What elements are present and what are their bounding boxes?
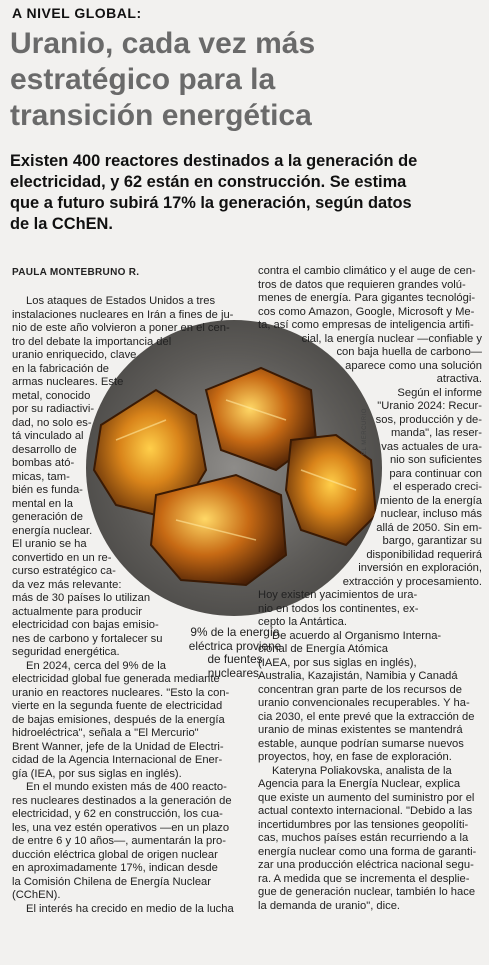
text-line: nio en todos los continentes, ex- [258, 602, 419, 615]
text-line: nio de este año volvieron a poner en el cen- [12, 322, 230, 334]
text-line: allá de 2050. Sin em- [376, 521, 482, 534]
lead-line: electricidad, y 62 están en construcción. Se estima [10, 173, 407, 191]
text-line: el esperado creci- [393, 481, 482, 493]
text-line: tro del debate la importancia del [12, 335, 172, 348]
text-line: cidad de la Agencia Internacional de Ener- [12, 754, 223, 766]
text-line: ta, así como empresas de inteligencia artifi- [258, 319, 474, 331]
headline-line: estratégico para la [10, 63, 276, 96]
text-line: ra. A medida que se incrementa el desplie- [258, 872, 470, 885]
text-line: concentran gran parte de los recursos de [258, 683, 462, 696]
text-line: seguridad energética. [12, 646, 120, 658]
text-line: miento de la energía [380, 494, 482, 507]
lead-line: que a futuro subirá 17% la generación, según datos [10, 194, 412, 212]
text-line: de entre 6 y 10 años—, aumentarán la pro- [12, 835, 226, 847]
text-line: nuclear, incluso más [380, 508, 482, 520]
text-line: bién es funda- [12, 484, 83, 496]
text-line: en aproximadamente 17%, indican desde [12, 862, 218, 874]
text-line: por su radiactivi- [12, 403, 95, 415]
text-line: generación de [12, 511, 83, 523]
text-line: inversión en exploración, [358, 562, 482, 574]
text-line: incertidumbres por las tensiones geopolíti- [258, 818, 469, 831]
text-line: vas actuales de ura- [381, 440, 482, 453]
text-line: la demanda de uranio", dice. [258, 899, 401, 912]
text-line: cia 2030, el ente prevé que la extracción de [258, 710, 475, 723]
text-line: mental en la [12, 497, 73, 510]
byline: PAULA MONTEBRUNO R. [12, 267, 140, 278]
text-line: de bajas emisiones, después de la energía [12, 713, 225, 726]
text-line: sos, producción y de- [375, 413, 482, 426]
text-line: vierte en la segunda fuente de electricidad [12, 700, 223, 712]
text-line: energía nuclear. [12, 524, 93, 537]
text-line: convertido en un re- [12, 551, 112, 564]
text-line: En 2024, cerca del 9% de la [26, 659, 166, 672]
text-line: la Comisión Chilena de Energía Nuclear [12, 875, 211, 888]
text-line: micas, tam- [12, 470, 70, 483]
text-line: tros de datos que requieren grandes volú- [258, 278, 466, 291]
text-line: manda", las reser- [390, 427, 482, 439]
text-line: zar una producción eléctrica nacional segu- [258, 859, 474, 871]
text-line: El uranio se ha [12, 538, 87, 550]
text-line: electricidad, y 62 en construcción, los cua- [12, 808, 223, 820]
text-line: res nucleares destinados a la generación de [12, 794, 232, 807]
text-line: De acuerdo al Organismo Interna- [272, 629, 442, 642]
text-line: dad, no solo es- [12, 416, 92, 429]
text-line: menes de energía. Para gigantes tecnológi- [258, 292, 476, 304]
text-line: actual contexto internacional. "Debido a las [258, 805, 473, 817]
text-line: armas nucleares. Este [12, 376, 124, 388]
text-line: Hoy existen yacimientos de ura- [258, 589, 418, 601]
text-line: estable, aunque podrían sumarse nuevos [258, 737, 464, 750]
headline [10, 26, 480, 134]
photo-credit: EL MERCURIO [362, 408, 368, 455]
caption-line: de fuentes [207, 652, 263, 666]
text-line: (CChEN). [12, 889, 61, 901]
text-line: extracción y procesamiento. [342, 575, 482, 588]
text-line: uranio enriquecido, clave [12, 349, 137, 361]
text-line: energía nuclear como una forma de garanti- [258, 845, 477, 858]
section-label: A NIVEL GLOBAL: [12, 5, 142, 21]
text-line: uranio en reactores nucleares. "Esto la con- [12, 686, 230, 699]
text-line: desarrollo de [12, 443, 77, 456]
text-line: nio son suficientes [389, 454, 482, 466]
caption-line: 9% de la energía [190, 625, 280, 639]
text-line: cial, la energía nuclear —confiable y [301, 332, 482, 345]
caption-line: nucleares. [207, 665, 263, 680]
text-line: Brent Wanner, jefe de la Unidad de Electri- [12, 740, 224, 753]
text-line: en la fabricación de [12, 362, 110, 375]
text-line: cas, muchos países están recurriendo a la [258, 832, 469, 844]
text-line: gue de generación nuclear, también lo hace [258, 886, 476, 898]
text-line: hidroeléctrica", señala a "El Mercurio" [12, 727, 199, 739]
caption-line: eléctrica proviene [188, 638, 282, 653]
text-line: curso estratégico ca- [12, 565, 116, 577]
text-line: disponibilidad requerirá [366, 548, 482, 561]
text-line: para continuar con [389, 467, 482, 480]
text-line: con baja huella de carbono— [336, 346, 482, 358]
text-line: tá vinculado al [12, 430, 84, 442]
text-line: Australia, Kazajistán, Namibia y Canadá [258, 670, 458, 682]
text-line: Kateryna Poliakovska, analista de la [272, 764, 452, 777]
lead-line: Existen 400 reactores destinados a la generación de [10, 152, 418, 170]
text-line: "Uranio 2024: Recur- [377, 400, 482, 412]
text-line: cional de Energía Atómica [258, 643, 388, 655]
text-line: electricidad con bajas emisio- [12, 619, 159, 631]
text-line: metal, conocido [12, 389, 91, 402]
text-line: En el mundo existen más de 400 reacto- [26, 781, 227, 793]
text-line: El interés ha crecido en medio de la lucha [26, 902, 234, 915]
text-line: Según el informe [397, 386, 482, 399]
article-column-1 [12, 295, 248, 916]
text-line: actualmente para producir [12, 605, 142, 618]
text-line: electricidad global fue generada mediante [12, 673, 220, 685]
text-line: (IAEA, por sus siglas en inglés), [258, 656, 417, 669]
text-line: da vez más relevante: [12, 578, 122, 591]
text-line: uranio de minas existentes se mantendrá [258, 724, 463, 736]
text-line: proyectos, hoy, en fase de exploración. [258, 751, 452, 763]
text-line: uranio convencionales recuperables. Y ha- [258, 697, 470, 709]
headline-line: Uranio, cada vez más [10, 27, 316, 60]
text-line: gía (IEA, por sus siglas en inglés). [12, 767, 182, 780]
lead-line: de la CChEN. [10, 215, 113, 233]
text-line: cos como Amazon, Google, Microsoft y Me- [258, 305, 475, 318]
text-line: atractiva. [436, 373, 482, 385]
text-line: más de 30 países lo utilizan [12, 592, 151, 604]
article-column-2 [258, 265, 482, 913]
text-line: nes de carbono y fortalecer su [12, 632, 163, 645]
text-line: cepto la Antártica. [258, 616, 347, 628]
text-line: que existe un aumento del suministro por el [258, 791, 475, 804]
text-line: instalaciones nucleares en Irán a fines de ju- [12, 308, 234, 321]
text-line: bombas ató- [12, 457, 75, 469]
text-line: ducción eléctrica global de origen nuclear [12, 848, 218, 861]
text-line: aparece como una solución [345, 359, 482, 372]
text-line: Los ataques de Estados Unidos a tres [26, 295, 216, 307]
lead-paragraph [10, 151, 478, 235]
text-line: Agencia para la Energía Nuclear, explica [258, 778, 461, 790]
text-line: bargo, garantizar su [382, 535, 482, 547]
text-line: les, una vez estén operativos —en un plazo [12, 821, 230, 834]
headline-line: transición energética [10, 99, 312, 132]
text-line: contra el cambio climático y el auge de cen- [258, 265, 476, 277]
